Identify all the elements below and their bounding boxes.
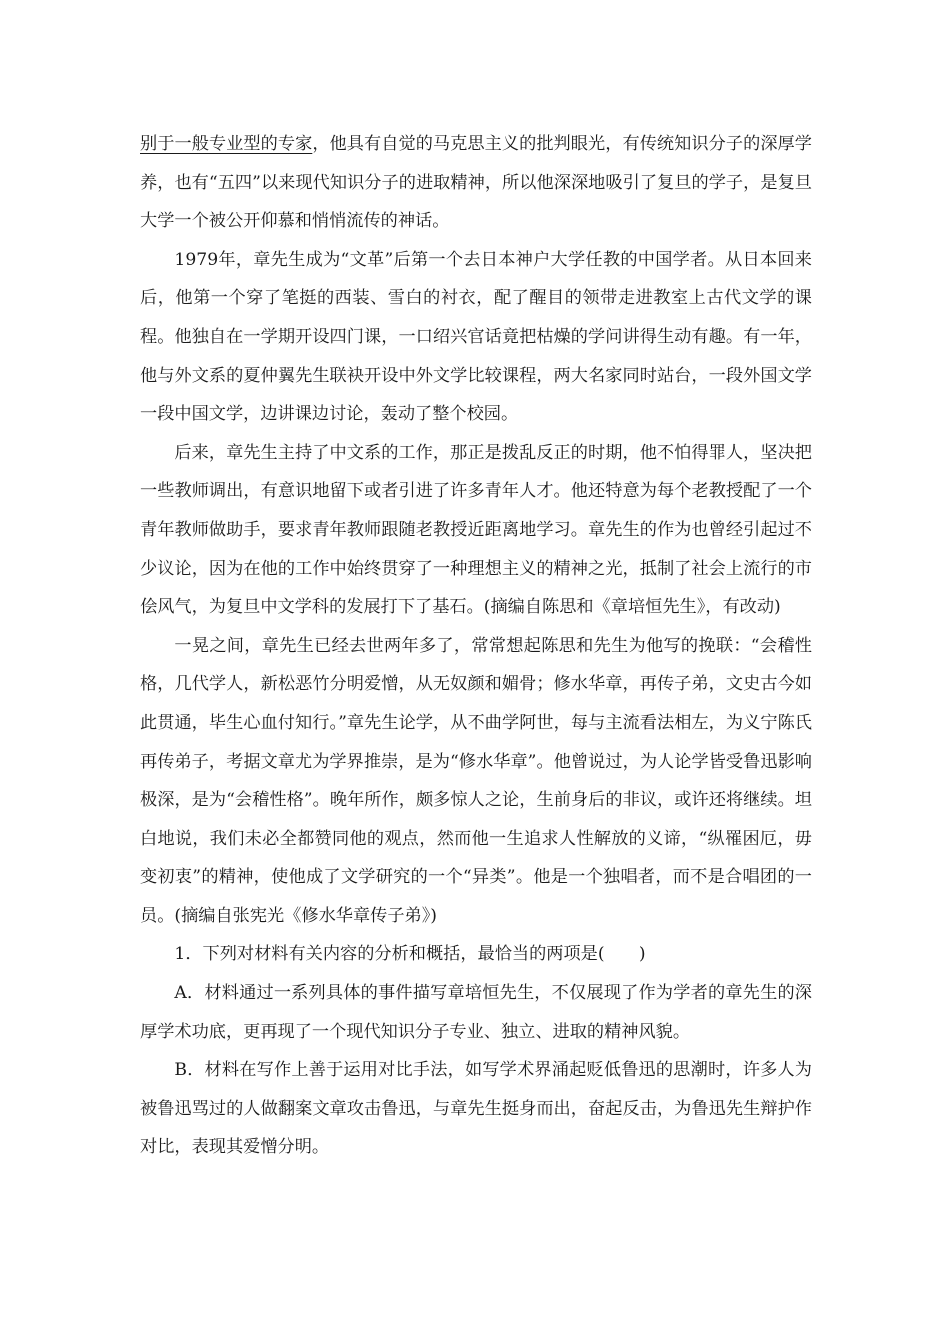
document-page [140,125,812,1167]
paragraph-department: 后来，章先生主持了中文系的工作，那正是拨乱反正的时期，他不怕得罪人，坚决把一些教师调出，有意识地留下或者引进了许多青年人才。他还特意为每个老教授配了一个青年教师做助手，要求青年教师跟随老教授近距离地学习。章先生的作为也曾经引起过不少议论，因为在他的工作中始终贯穿了一种理想主义的精神之光，抵制了社会上流行的市侩风气，为复旦中文学科的发展打下了基石。(摘编自陈思和《章培恒先生》，有改动) [140,442,812,618]
paragraph-continuation [140,125,812,241]
paragraph-couplet: 一晃之间，章先生已经去世两年多了，常常想起陈思和先生为他写的挽联：“会稽性格，几代学人，新松恶竹分明爱憎，从无奴颜和媚骨；修水华章，再传子弟，文史古今如此贯通，毕生心血付知行。”章先生论学，从不曲学阿世，每与主流看法相左，为义宁陈氏再传弟子，考据文章尤为学界推崇，是为“修水华章”。他曾说过，为人论学皆受鲁迅影响极深，是为“会稽性格”。晚年所作，颇多惊人之论，生前身后的非议，或许还将继续。坦白地说，我们未必全都赞同他的观点，然而他一生追求人性解放的义谛，“纵罹困厄，毋变初衷”的精神，使他成了文学研究的一个“异类”。他是一个独唱者，而不是合唱团的一员。(摘编自张宪光《修水华章传子弟》) [140,635,812,926]
paragraph-1979: 1979年，章先生成为“文革”后第一个去日本神户大学任教的中国学者。从日本回来后，他第一个穿了笔挺的西装、雪白的衬衣，配了醒目的领带走进教室上古代文学的课程。他独自在一学期开设四门课，一口绍兴官话竟把枯燥的学问讲得生动有趣。有一年，他与外文系的夏仲翼先生联袂开设中外文学比较课程，两大名家同时站台，一段外国文学一段中国文学，边讲课边讨论，轰动了整个校园。 [140,249,812,425]
option-a: A．材料通过一系列具体的事件描写章培恒先生，不仅展现了作为学者的章先生的深厚学术功底，更再现了一个现代知识分子专业、独立、进取的精神风貌。 [140,983,812,1042]
option-b: B．材料在写作上善于运用对比手法，如写学术界涌起贬低鲁迅的思潮时，许多人为被鲁迅骂过的人做翻案文章攻击鲁迅，与章先生挺身而出，奋起反击，为鲁迅先生辩护作对比，表现其爱憎分明。 [140,1060,812,1158]
paragraph-continuation-text: ，他具有自觉的马克思主义的批判眼光，有传统知识分子的深厚学养，也有“五四”以来现代知识分子的进取精神，所以他深深地吸引了复旦的学子，是复旦大学一个被公开仰慕和悄悄流传的神话。 [140,134,812,232]
question-1: 1．下列对材料有关内容的分析和概括，最恰当的两项是( ) [174,944,646,965]
underlined-phrase: 别于一般专业型的专家 [140,134,313,154]
